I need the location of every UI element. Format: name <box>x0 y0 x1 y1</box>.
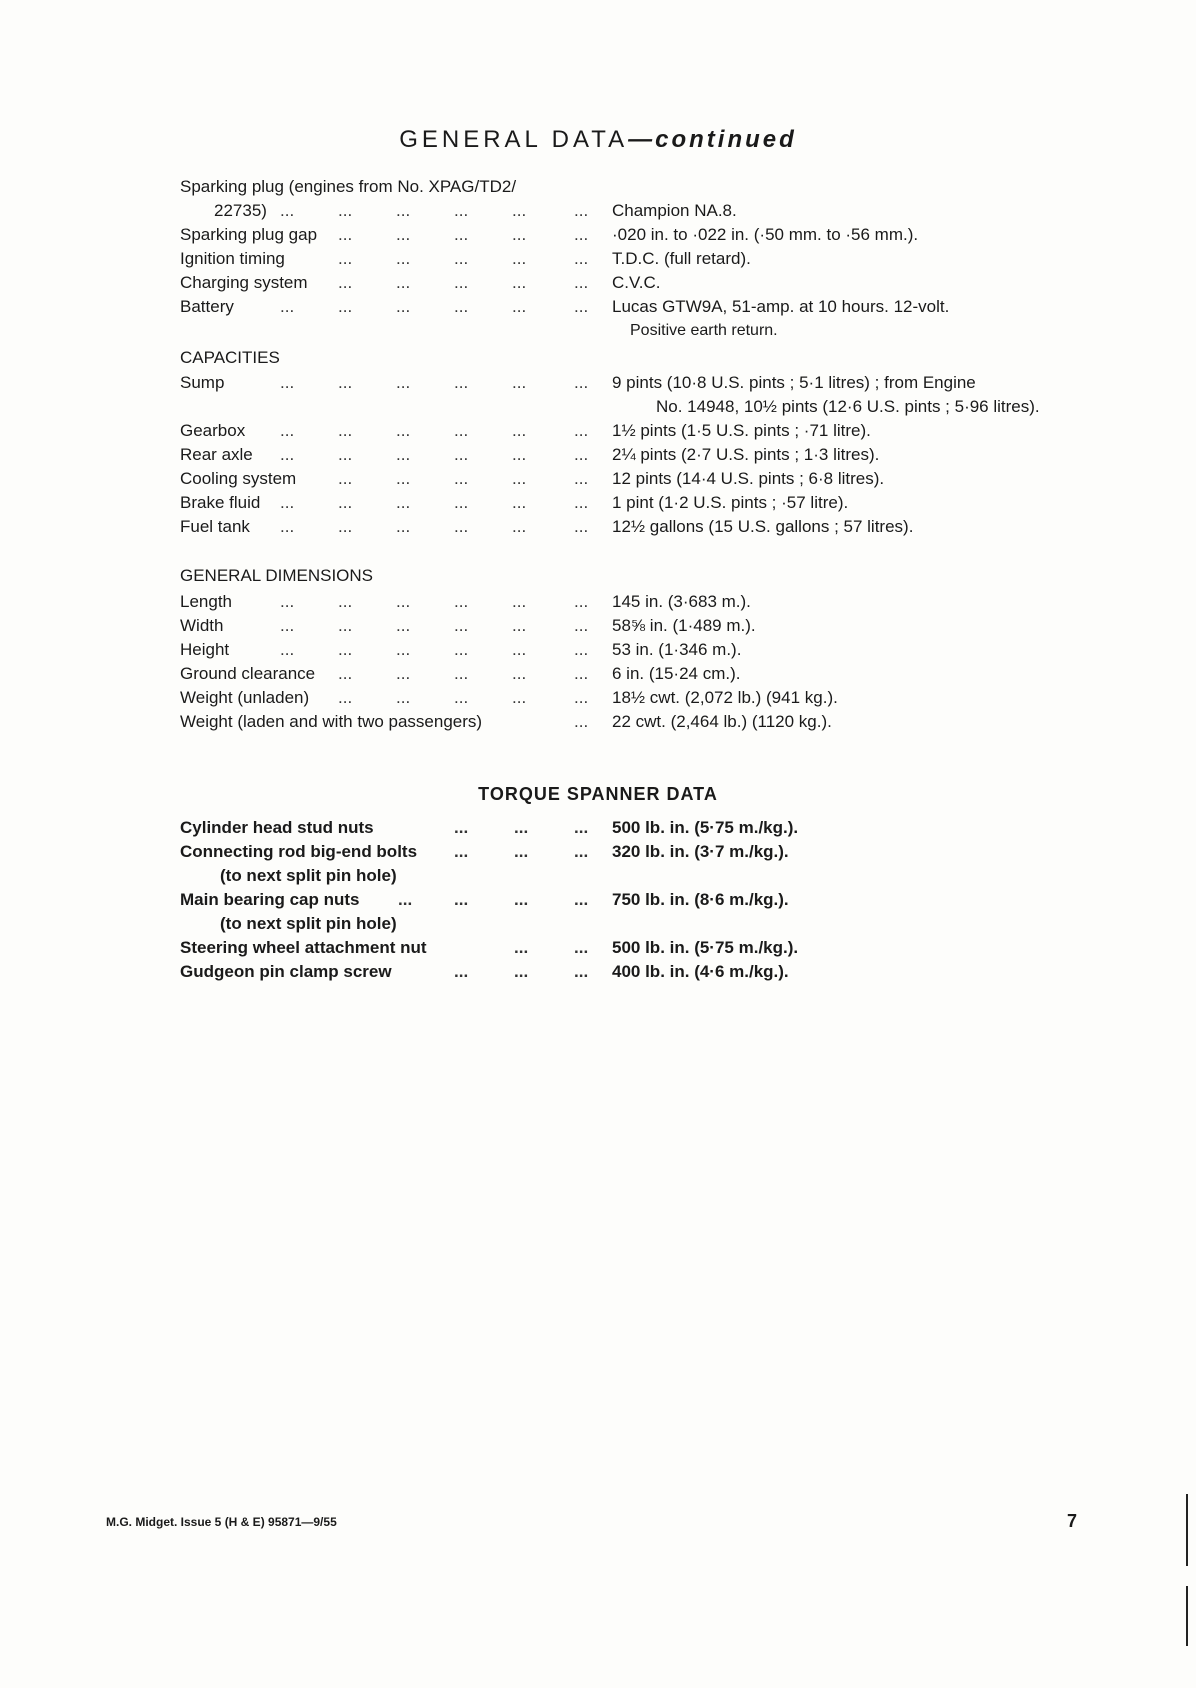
leader-dots: ... <box>396 421 411 440</box>
leader-dots: ... <box>574 688 589 707</box>
leader-dots: ... <box>512 664 527 683</box>
leader-dots: ... <box>396 201 411 220</box>
item-label: Battery <box>180 297 234 316</box>
leader-dots: ... <box>574 297 589 316</box>
leader-dots: ... <box>280 640 295 659</box>
leader-dots: ... <box>454 842 469 861</box>
leader-dots: ... <box>398 890 413 909</box>
scan-edge-line <box>1186 1586 1188 1646</box>
item-value: 9 pints (10·8 U.S. pints ; 5·1 litres) ; from Engine <box>612 373 976 392</box>
item-label: Main bearing cap nuts <box>180 890 360 909</box>
leader-dots: ... <box>514 890 529 909</box>
leader-dots: ... <box>280 421 295 440</box>
leader-dots: ... <box>338 373 353 392</box>
leader-dots: ... <box>454 640 469 659</box>
leader-dots: ... <box>338 297 353 316</box>
leader-dots: ... <box>396 664 411 683</box>
leader-dots: ... <box>338 616 353 635</box>
value-continuation: Positive earth return. <box>630 322 778 339</box>
leader-dots: ... <box>454 225 469 244</box>
leader-dots: ... <box>454 688 469 707</box>
leader-dots: ... <box>574 616 589 635</box>
leader-dots: ... <box>454 273 469 292</box>
leader-dots: ... <box>454 493 469 512</box>
leader-dots: ... <box>396 688 411 707</box>
leader-dots: ... <box>396 616 411 635</box>
item-value: 53 in. (1·346 m.). <box>612 640 742 659</box>
leader-dots: ... <box>396 273 411 292</box>
leader-dots: ... <box>574 712 589 731</box>
leader-dots: ... <box>574 592 589 611</box>
item-value: T.D.C. (full retard). <box>612 249 751 268</box>
leader-dots: ... <box>454 962 469 981</box>
leader-dots: ... <box>396 469 411 488</box>
leader-dots: ... <box>396 592 411 611</box>
item-value: 320 lb. in. (3·7 m./kg.). <box>612 842 789 861</box>
leader-dots: ... <box>454 890 469 909</box>
item-value: 145 in. (3·683 m.). <box>612 592 751 611</box>
leader-dots: ... <box>574 225 589 244</box>
leader-dots: ... <box>512 616 527 635</box>
leader-dots: ... <box>574 469 589 488</box>
leader-dots: ... <box>280 517 295 536</box>
leader-dots: ... <box>512 201 527 220</box>
item-label: Height <box>180 640 230 659</box>
leader-dots: ... <box>338 493 353 512</box>
item-value: ·020 in. to ·022 in. (·50 mm. to ·56 mm.). <box>612 225 919 244</box>
leader-dots: ... <box>574 842 589 861</box>
leader-dots: ... <box>338 592 353 611</box>
leader-dots: ... <box>574 201 589 220</box>
item-label: Gudgeon pin clamp screw <box>180 962 392 981</box>
leader-dots: ... <box>512 493 527 512</box>
leader-dots: ... <box>574 421 589 440</box>
page-title <box>0 126 1196 154</box>
leader-dots: ... <box>338 517 353 536</box>
item-label: Cylinder head stud nuts <box>180 818 374 837</box>
page-number: 7 <box>1067 1511 1078 1531</box>
item-label: Ignition timing <box>180 249 285 268</box>
leader-dots: ... <box>454 469 469 488</box>
item-value: 500 lb. in. (5·75 m./kg.). <box>612 938 799 957</box>
leader-dots: ... <box>574 938 589 957</box>
item-value: 1 pint (1·2 U.S. pints ; ·57 litre). <box>612 493 849 512</box>
item-label: Sparking plug (engines from No. XPAG/TD2/ <box>180 177 517 196</box>
leader-dots: ... <box>512 373 527 392</box>
leader-dots: ... <box>574 890 589 909</box>
section-heading: GENERAL DIMENSIONS <box>180 566 374 585</box>
leader-dots: ... <box>338 640 353 659</box>
leader-dots: ... <box>574 445 589 464</box>
leader-dots: ... <box>338 225 353 244</box>
leader-dots: ... <box>514 842 529 861</box>
leader-dots: ... <box>512 640 527 659</box>
leader-dots: ... <box>396 640 411 659</box>
item-value: 2¼ pints (2·7 U.S. pints ; 1·3 litres). <box>612 445 880 464</box>
item-label: Rear axle <box>180 445 253 464</box>
item-value: Lucas GTW9A, 51-amp. at 10 hours. 12-volt. <box>612 297 950 316</box>
leader-dots: ... <box>338 688 353 707</box>
leader-dots: ... <box>574 818 589 837</box>
leader-dots: ... <box>454 818 469 837</box>
leader-dots: ... <box>574 664 589 683</box>
item-label: Connecting rod big-end bolts <box>180 842 418 861</box>
leader-dots: ... <box>512 273 527 292</box>
leader-dots: ... <box>454 445 469 464</box>
leader-dots: ... <box>338 469 353 488</box>
leader-dots: ... <box>574 249 589 268</box>
leader-dots: ... <box>396 297 411 316</box>
leader-dots: ... <box>512 469 527 488</box>
leader-dots: ... <box>280 297 295 316</box>
item-label: 22735) <box>214 201 267 220</box>
item-label: Sparking plug gap <box>180 225 318 244</box>
item-label: Weight (unladen) <box>180 688 310 707</box>
footer-issue: M.G. Midget. Issue 5 (H & E) 95871—9/55 <box>106 1515 337 1529</box>
leader-dots: ... <box>396 249 411 268</box>
item-label: Cooling system <box>180 469 297 488</box>
item-value: 6 in. (15·24 cm.). <box>612 664 741 683</box>
leader-dots: ... <box>574 962 589 981</box>
leader-dots: ... <box>574 517 589 536</box>
leader-dots: ... <box>454 421 469 440</box>
leader-dots: ... <box>512 445 527 464</box>
leader-dots: ... <box>338 421 353 440</box>
leader-dots: ... <box>454 664 469 683</box>
leader-dots: ... <box>574 273 589 292</box>
leader-dots: ... <box>396 373 411 392</box>
item-value: 1½ pints (1·5 U.S. pints ; ·71 litre). <box>612 421 871 440</box>
leader-dots: ... <box>396 225 411 244</box>
leader-dots: ... <box>512 688 527 707</box>
item-value: 22 cwt. (2,464 lb.) (1120 kg.). <box>612 712 832 731</box>
leader-dots: ... <box>338 273 353 292</box>
leader-dots: ... <box>280 592 295 611</box>
title-main: GENERAL DATA <box>399 126 629 153</box>
leader-dots: ... <box>512 297 527 316</box>
leader-dots: ... <box>454 616 469 635</box>
leader-dots: ... <box>454 592 469 611</box>
item-label: Width <box>180 616 224 635</box>
label-continuation: (to next split pin hole) <box>220 866 397 885</box>
section-heading: CAPACITIES <box>180 348 280 367</box>
item-label: Steering wheel attachment nut <box>180 938 427 957</box>
leader-dots: ... <box>512 517 527 536</box>
leader-dots: ... <box>280 445 295 464</box>
item-value: Champion NA.8. <box>612 201 737 220</box>
leader-dots: ... <box>280 201 295 220</box>
leader-dots: ... <box>512 249 527 268</box>
item-label: Gearbox <box>180 421 246 440</box>
item-label: Sump <box>180 373 225 392</box>
leader-dots: ... <box>574 493 589 512</box>
leader-dots: ... <box>514 962 529 981</box>
item-label: Ground clearance <box>180 664 316 683</box>
value-continuation: No. 14948, 10½ pints (12·6 U.S. pints ; 5·96 litres). <box>656 397 1040 416</box>
leader-dots: ... <box>454 249 469 268</box>
leader-dots: ... <box>512 225 527 244</box>
item-label: Brake fluid <box>180 493 261 512</box>
item-value: 58⅝ in. (1·489 m.). <box>612 616 756 635</box>
item-label: Weight (laden and with two passengers) <box>180 712 483 731</box>
leader-dots: ... <box>338 445 353 464</box>
leader-dots: ... <box>574 640 589 659</box>
item-label: Charging system <box>180 273 308 292</box>
title-sub: —continued <box>628 126 797 153</box>
leader-dots: ... <box>512 592 527 611</box>
leader-dots: ... <box>338 664 353 683</box>
item-value: 750 lb. in. (8·6 m./kg.). <box>612 890 789 909</box>
item-label: Length <box>180 592 232 611</box>
leader-dots: ... <box>514 818 529 837</box>
leader-dots: ... <box>454 297 469 316</box>
leader-dots: ... <box>574 373 589 392</box>
leader-dots: ... <box>280 616 295 635</box>
item-value: 400 lb. in. (4·6 m./kg.). <box>612 962 789 981</box>
leader-dots: ... <box>338 249 353 268</box>
item-label: Fuel tank <box>180 517 250 536</box>
leader-dots: ... <box>512 421 527 440</box>
leader-dots: ... <box>338 201 353 220</box>
item-value: 12½ gallons (15 U.S. gallons ; 57 litres). <box>612 517 914 536</box>
leader-dots: ... <box>454 517 469 536</box>
leader-dots: ... <box>396 493 411 512</box>
item-value: 18½ cwt. (2,072 lb.) (941 kg.). <box>612 688 838 707</box>
section-heading: TORQUE SPANNER DATA <box>478 784 718 804</box>
label-continuation: (to next split pin hole) <box>220 914 397 933</box>
item-value: C.V.C. <box>612 273 661 292</box>
leader-dots: ... <box>280 493 295 512</box>
leader-dots: ... <box>396 517 411 536</box>
leader-dots: ... <box>396 445 411 464</box>
leader-dots: ... <box>454 201 469 220</box>
item-value: 500 lb. in. (5·75 m./kg.). <box>612 818 799 837</box>
item-value: 12 pints (14·4 U.S. pints ; 6·8 litres). <box>612 469 885 488</box>
leader-dots: ... <box>280 373 295 392</box>
scan-edge-line <box>1186 1494 1188 1566</box>
leader-dots: ... <box>514 938 529 957</box>
leader-dots: ... <box>454 373 469 392</box>
